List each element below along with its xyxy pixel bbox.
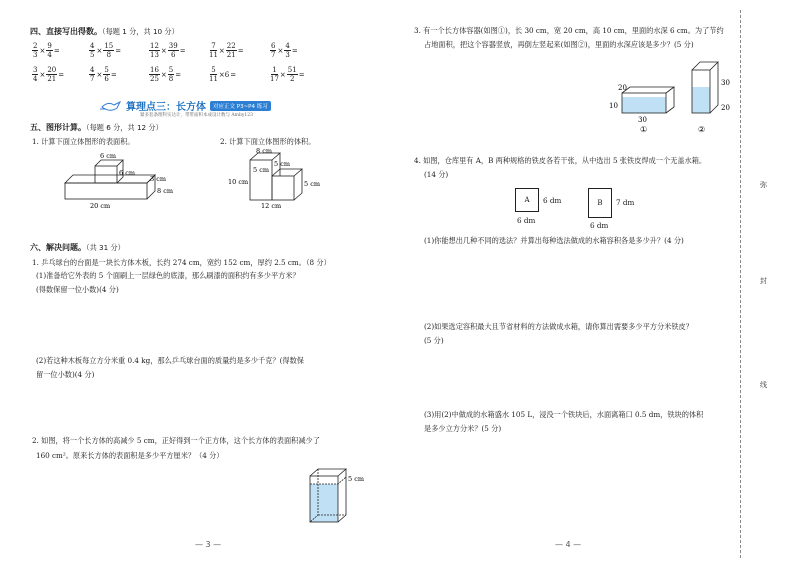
fraction [149, 42, 160, 59]
calc-item [209, 42, 244, 59]
binding-char-3: 线 [760, 381, 767, 389]
fraction [209, 66, 218, 83]
calc-item [32, 42, 60, 59]
q5-2-text: 2. 计算下面立体图形的体积。 [220, 137, 316, 146]
section4-title: 四、直接写出得数。 [30, 27, 102, 36]
figure-surface-area [55, 148, 175, 210]
fig1-top-label: 6 cm [100, 152, 117, 160]
numerator: 5 [168, 66, 174, 74]
q6-1b-text: (2)若这种木板每立方分米重 0.4 kg，那么乒乓球台面的质量约是多少千克？(得数保 [36, 356, 304, 365]
q4-3b-text: 是多少立方分米？(5 分) [424, 424, 502, 433]
numerator: 5 [211, 66, 216, 74]
sheet-a-side: 6 dm [543, 196, 562, 205]
section5-heading [30, 122, 163, 133]
calc-item [270, 42, 298, 59]
section6-points: （共 31 分） [86, 243, 125, 252]
q6-1a-text: (1)准备给它外表的 5 个面刷上一层绿色的底漆，那么刷漆的面积约有多少平方米？ [36, 271, 300, 280]
fraction [89, 42, 95, 59]
numerator: 16 [150, 66, 159, 74]
binding-char-1: 弥 [760, 181, 767, 189]
fraction [103, 66, 109, 83]
q4-3-text: (3)用(2)中做成的水箱盛水 105 L，浸没一个铁块后，水面离箱口 0.5 dm，铁块的体积 [424, 410, 704, 419]
q4-text: 4. 如图，仓库里有 A，B 两种规格的铁皮各若干张，从中选出 5 张铁皮焊成一个无盖水箱。 [414, 156, 707, 165]
operator: × [96, 46, 103, 55]
bird-icon [100, 99, 122, 113]
fig2-bottom-label: 12 cm [261, 202, 282, 210]
sheet-b-letter: B [597, 199, 603, 207]
q3-text: 3. 有一个长方体容器(如图①)，长 30 cm，宽 20 cm，高 10 cm，里面的水深 6 cm。为了节约 [414, 26, 724, 35]
numerator: 9 [47, 42, 52, 50]
binding-char-2: 封 [760, 277, 767, 285]
operator: ×6 [218, 70, 230, 79]
sheet-b [588, 188, 612, 218]
denominator: 4 [33, 75, 38, 83]
q5-1-text: 1. 计算下面立体图形的表面积。 [32, 137, 135, 146]
fraction [284, 42, 290, 59]
q4-2b-text: (5 分) [424, 336, 444, 345]
numerator: 7 [211, 42, 216, 50]
numerator: 39 [168, 42, 178, 50]
calc-item [149, 66, 181, 83]
figure-volume [228, 148, 328, 210]
operator: × [160, 70, 167, 79]
equals-sign: = [53, 46, 60, 55]
numerator: 12 [150, 42, 159, 50]
fig2-top-label: 8 cm [256, 147, 273, 155]
fig4-d10: 10 [609, 102, 618, 110]
denominator: 13 [150, 51, 159, 59]
fraction [32, 66, 38, 83]
calc-item [149, 42, 186, 59]
denominator: 5 [90, 51, 95, 59]
denominator: 2 [290, 75, 295, 83]
binding-line [740, 10, 741, 558]
denominator: 11 [209, 51, 218, 59]
fig2-right-label: 5 cm [304, 180, 321, 188]
q4b-text: (14 分) [424, 170, 449, 179]
fig1-right2-label: 8 cm [157, 187, 174, 195]
numerator: 20 [47, 66, 57, 74]
q4-1-text: (1)你能想出几种不同的选法？并算出每种选法做成的水箱容积各是多少升？(4 分) [424, 236, 684, 245]
numerator: 15 [104, 42, 114, 50]
operator: × [218, 46, 225, 55]
equals-sign: = [179, 46, 186, 55]
numerator: 2 [33, 42, 38, 50]
section4-heading [30, 26, 179, 37]
section6-title: 六、解决问题。 [30, 243, 86, 252]
section6-heading [30, 242, 125, 253]
sheet-a-bottom: 6 dm [517, 216, 536, 225]
fig4-t30: 30 [721, 79, 730, 87]
denominator: 8 [106, 51, 112, 59]
equals-sign: = [175, 70, 182, 79]
equals-sign: = [110, 70, 117, 79]
numerator: 3 [33, 66, 38, 74]
numerator: 22 [226, 42, 236, 50]
q6-2-text: 2. 如图，将一个长方体的高减少 5 cm，正好得到一个正方体，这个长方体的表面积减少了 [32, 436, 320, 445]
fig2-mid2-label: 5 cm [274, 160, 291, 168]
banner-title: 算理点三：长方体 [126, 102, 206, 113]
section5-points: （每题 6 分，共 12 分） [86, 123, 163, 132]
banner-tag: 对应正文 P3~P4 练习 [210, 101, 271, 111]
sheet-b-side: 7 dm [616, 198, 635, 207]
fig2-mid-label: 5 cm [253, 166, 270, 174]
section4-points: （每题 1 分，共 10 分） [102, 27, 179, 36]
fraction [226, 42, 237, 59]
equals-sign: = [58, 70, 65, 79]
section-banner [100, 98, 271, 113]
denominator: 21 [226, 51, 236, 59]
denominator: 4 [47, 51, 52, 59]
q4-2-text: (2)如果选定容积最大且节省材料的方法做成水箱，请你算出需要多少平方分米铁皮？ [424, 322, 693, 331]
fig2-left-label: 10 cm [228, 178, 249, 186]
operator: × [39, 70, 46, 79]
fraction [209, 42, 218, 59]
numerator: 4 [285, 42, 290, 50]
numerator: 4 [90, 42, 95, 50]
numerator: 51 [287, 66, 297, 74]
banner-subtitle: 紧多套条理科实达计，带带面积本成设计数与 Amby123 [140, 113, 253, 118]
calc-item [89, 66, 117, 83]
fraction [46, 42, 52, 59]
denominator: 3 [33, 51, 38, 59]
equals-sign: = [115, 46, 122, 55]
denominator: 6 [104, 75, 109, 83]
figure-cuboid [300, 466, 365, 528]
sheet-b-bottom: 6 dm [590, 221, 609, 230]
equals-sign: = [230, 70, 237, 79]
sheet-a [515, 188, 539, 212]
operator: × [39, 46, 46, 55]
fig3-label: 5 cm [348, 475, 365, 483]
fraction [168, 66, 174, 83]
equals-sign: = [291, 46, 298, 55]
calc-item [270, 66, 305, 83]
fig1-mid-label: 6 cm [119, 169, 136, 177]
operator: × [96, 70, 103, 79]
denominator: 8 [168, 75, 174, 83]
operator: × [277, 46, 284, 55]
fig4-d30: 30 [638, 116, 647, 124]
page-number-4: — 4 — [555, 540, 582, 549]
denominator: 11 [209, 75, 218, 83]
page-number-3: — 3 — [195, 540, 222, 549]
q6-1a2-text: (得数保留一位小数)(4 分) [36, 285, 119, 294]
denominator: 6 [171, 51, 176, 59]
numerator: 6 [271, 42, 276, 50]
fig4-number1: ① [640, 125, 648, 134]
fig4-d20: 20 [618, 84, 627, 92]
figure-containers [600, 52, 740, 142]
fraction [46, 66, 57, 83]
fraction [103, 42, 114, 59]
equals-sign: = [237, 46, 244, 55]
equals-sign: = [298, 70, 305, 79]
numerator: 4 [90, 66, 95, 74]
fraction [270, 66, 279, 83]
fraction [168, 42, 179, 59]
fraction [287, 66, 298, 83]
denominator: 25 [150, 75, 159, 83]
fig1-bottom-label: 20 cm [90, 202, 111, 210]
fraction [270, 42, 276, 59]
numerator: 5 [104, 66, 109, 74]
calc-grid [32, 42, 372, 90]
calc-item [89, 42, 121, 59]
denominator: 7 [90, 75, 95, 83]
denominator: 7 [271, 51, 276, 59]
q6-2b-text: 160 cm²。原来长方体的表面积是多少平方厘米？（4 分） [36, 451, 224, 460]
calc-item [209, 66, 236, 83]
operator: × [279, 70, 286, 79]
denominator: 17 [270, 75, 279, 83]
q6-1b2-text: 留一位小数)(4 分) [36, 370, 95, 379]
fig4-number2: ② [698, 125, 706, 134]
fraction [149, 66, 160, 83]
denominator: 21 [47, 75, 57, 83]
fraction [89, 66, 95, 83]
calc-item [32, 66, 64, 83]
operator: × [160, 46, 167, 55]
q3b-text: 占地面积，把这个容器竖放，再倒左竖起来(如图②)，里面的水深应该是多少？(5 分) [424, 40, 694, 49]
denominator: 3 [285, 51, 290, 59]
q6-1-text: 1. 乒乓球台的台面是一块长方体木板，长约 274 cm，宽约 152 cm，厚约 2.5 cm。（8 分） [32, 258, 331, 267]
fraction [32, 42, 38, 59]
numerator: 1 [272, 66, 277, 74]
sheet-a-letter: A [524, 196, 530, 204]
section5-title: 五、图形计算。 [30, 123, 86, 132]
fig1-right1-label: 3 cm [150, 175, 167, 183]
fig4-t20: 20 [721, 104, 730, 112]
